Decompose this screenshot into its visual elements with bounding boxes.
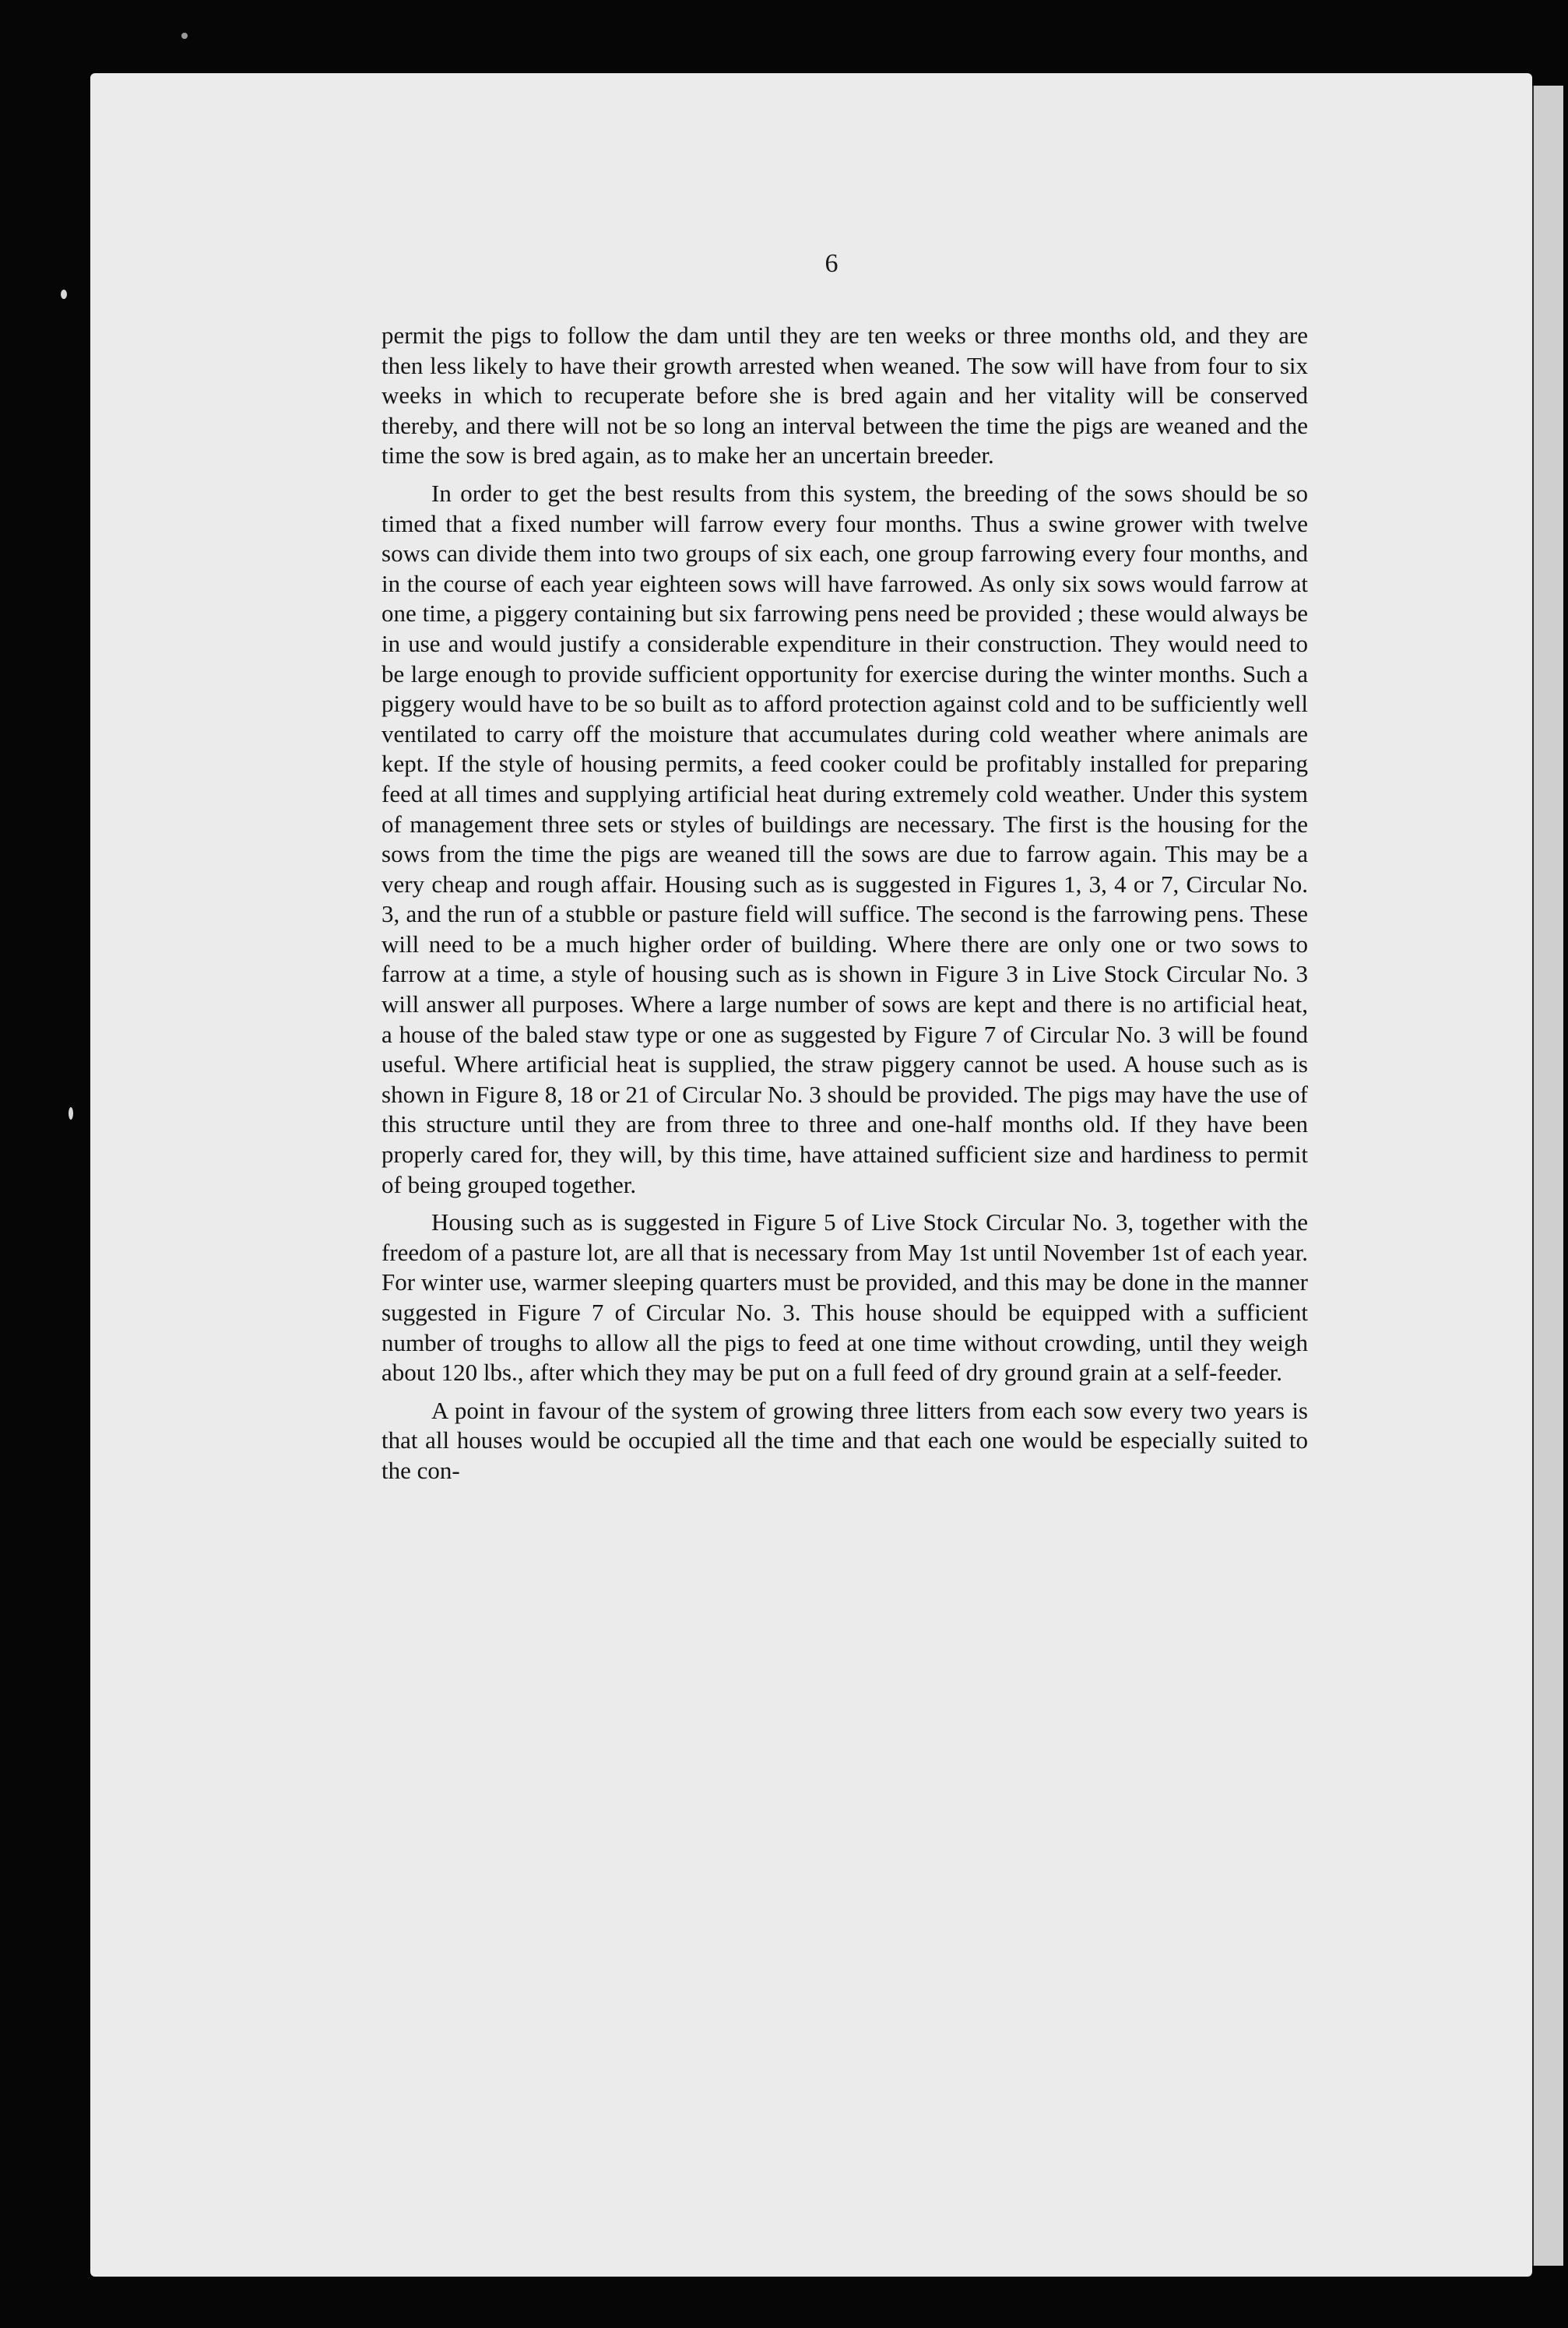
scan-speck bbox=[61, 290, 67, 299]
page-number: 6 bbox=[824, 249, 838, 278]
page-body-text bbox=[381, 321, 1308, 1486]
paragraph: permit the pigs to follow the dam until they are ten weeks or three months old, and they are then less likely to have their growth arrested when weaned. The sow will have from four to six weeks in which to recuperate before she is bred again and her vitality will be conserved thereby, and there will not be so long an interval between the time the pigs are weaned and the time the sow is bred again, as to make her an uncertain breeder. bbox=[381, 322, 1308, 469]
adjacent-page-edge bbox=[1532, 86, 1563, 2266]
scan-speck bbox=[181, 33, 188, 39]
paragraph: A point in favour of the system of growing three litters from each sow every two years is that all houses would be occupied all the time and that each one would be especially suited to the con- bbox=[381, 1396, 1308, 1484]
scan-speck bbox=[69, 1107, 73, 1120]
paragraph: Housing such as is suggested in Figure 5 of Live Stock Circular No. 3, together with the freedom of a pasture lot, are all that is necessary from May 1st until November 1st of each year. For winter use, warmer sleeping quarters must be provided, and this may be done in the manner suggested in Figure 7 of Circular No. 3. This house should be equipped with a sufficient number of troughs to allow all the pigs to feed at one time without crowding, until they weigh about 120 lbs., after which they may be put on a full feed of dry ground grain at a self-feeder. bbox=[381, 1208, 1308, 1387]
paragraph: In order to get the best results from this system, the breeding of the sows should be so timed that a fixed number will farrow every four months. Thus a swine grower with twelve sows can divide them into two groups of six each, one group farrowing every four months, and in the course of each year eighteen sows will have farrowed. As only six sows would farrow at one time, a piggery containing but six farrowing pens need be provided ; these would always be in use and would justify a considerable expenditure in their construction. They would need to be large enough to provide sufficient opportunity for exercise during the winter months. Such a piggery would have to be so built as to afford protection against cold and to be sufficiently well ventilated to carry off the moisture that accumulates during cold weather where animals are kept. If the style of housing permits, a feed cooker could be profitably installed for preparing feed at all times and supplying artificial heat during extremely cold weather. Under this system of management three sets or styles of buildings are necessary. The first is the housing for the sows from the time the pigs are weaned till the sows are due to farrow again. This may be a very cheap and rough affair. Housing such as is suggested in Figures 1, 3, 4 or 7, Circular No. 3, and the run of a stubble or pasture field will suffice. The second is the farrowing pens. These will need to be a much higher order of building. Where there are only one or two sows to farrow at a time, a style of housing such as is shown in Figure 3 in Live Stock Circular No. 3 will answer all purposes. Where a large number of sows are kept and there is no artificial heat, a house of the baled staw type or one as suggested by Figure 7 of Circular No. 3 will be found useful. Where artificial heat is supplied, the straw piggery cannot be used. A house such as is shown in Figure 8, 18 or 21 of Circular No. 3 should be provided. The pigs may have the use of this structure until they are from three to three and one-half months old. If they have been properly cared for, they will, by this time, have attained sufficient size and hardiness to permit of being grouped together. bbox=[381, 479, 1308, 1198]
